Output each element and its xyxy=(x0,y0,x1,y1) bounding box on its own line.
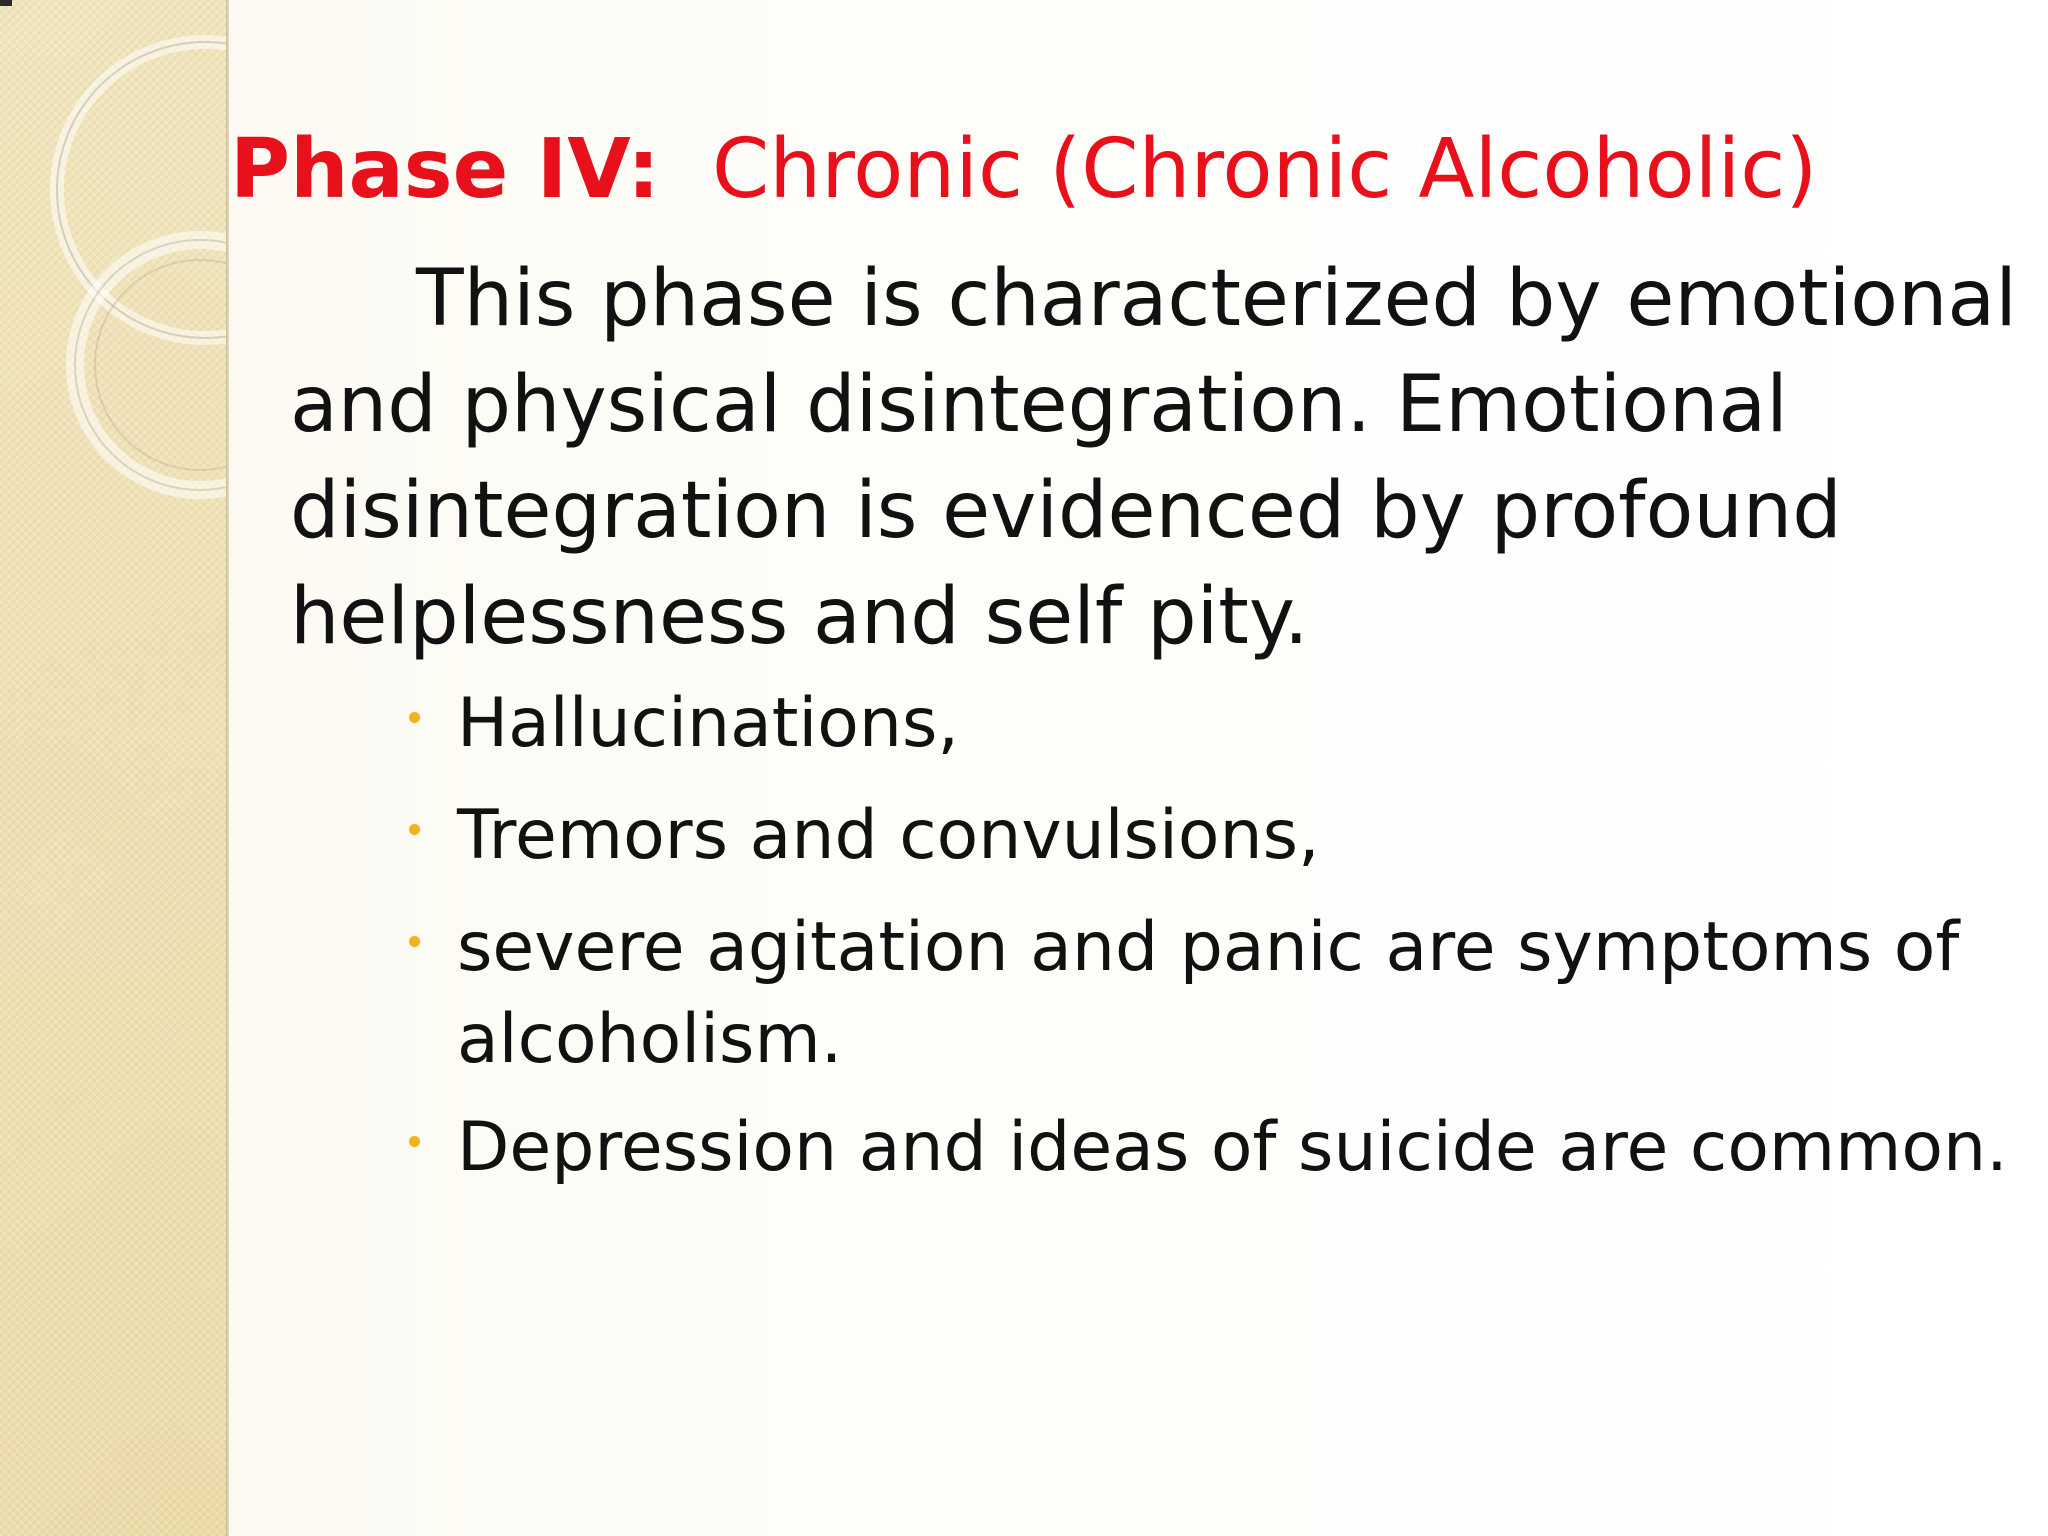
list-item-text: Depression and ideas of suicide are common. xyxy=(457,1108,2008,1187)
title-prefix: Phase IV: xyxy=(230,122,660,217)
list-item xyxy=(405,1102,2008,1194)
paragraph-line: helplessness and self pity. xyxy=(290,572,1309,662)
title-text: Chronic (Chronic Alcoholic) xyxy=(712,122,1818,217)
bullet-icon xyxy=(409,712,420,723)
list-item-text: severe agitation and panic are symptoms of xyxy=(457,908,1960,987)
decorative-sidebar xyxy=(0,0,226,1536)
list-item xyxy=(405,902,1995,1086)
decorative-rings-graphic xyxy=(0,0,226,520)
list-item-text: Tremors and convulsions, xyxy=(457,796,1320,875)
sidebar-divider xyxy=(226,0,229,1536)
bullet-icon xyxy=(409,936,420,947)
symptom-list xyxy=(405,678,2008,1214)
paragraph-line: disintegration is evidenced by profound xyxy=(290,466,1842,556)
list-item-text: alcoholism. xyxy=(457,1000,843,1079)
slide-title xyxy=(230,120,1817,220)
slide-content xyxy=(230,0,2030,1536)
list-item-text: Hallucinations, xyxy=(457,684,960,763)
list-item xyxy=(405,790,1995,882)
bullet-icon xyxy=(409,824,420,835)
paragraph-line: and physical disintegration. Emotional xyxy=(290,360,1788,450)
corner-mark xyxy=(0,0,12,6)
description-paragraph xyxy=(290,246,2017,670)
list-item xyxy=(405,678,1995,770)
bullet-icon xyxy=(409,1136,420,1147)
paragraph-line: This phase is characterized by emotional xyxy=(416,254,2017,344)
